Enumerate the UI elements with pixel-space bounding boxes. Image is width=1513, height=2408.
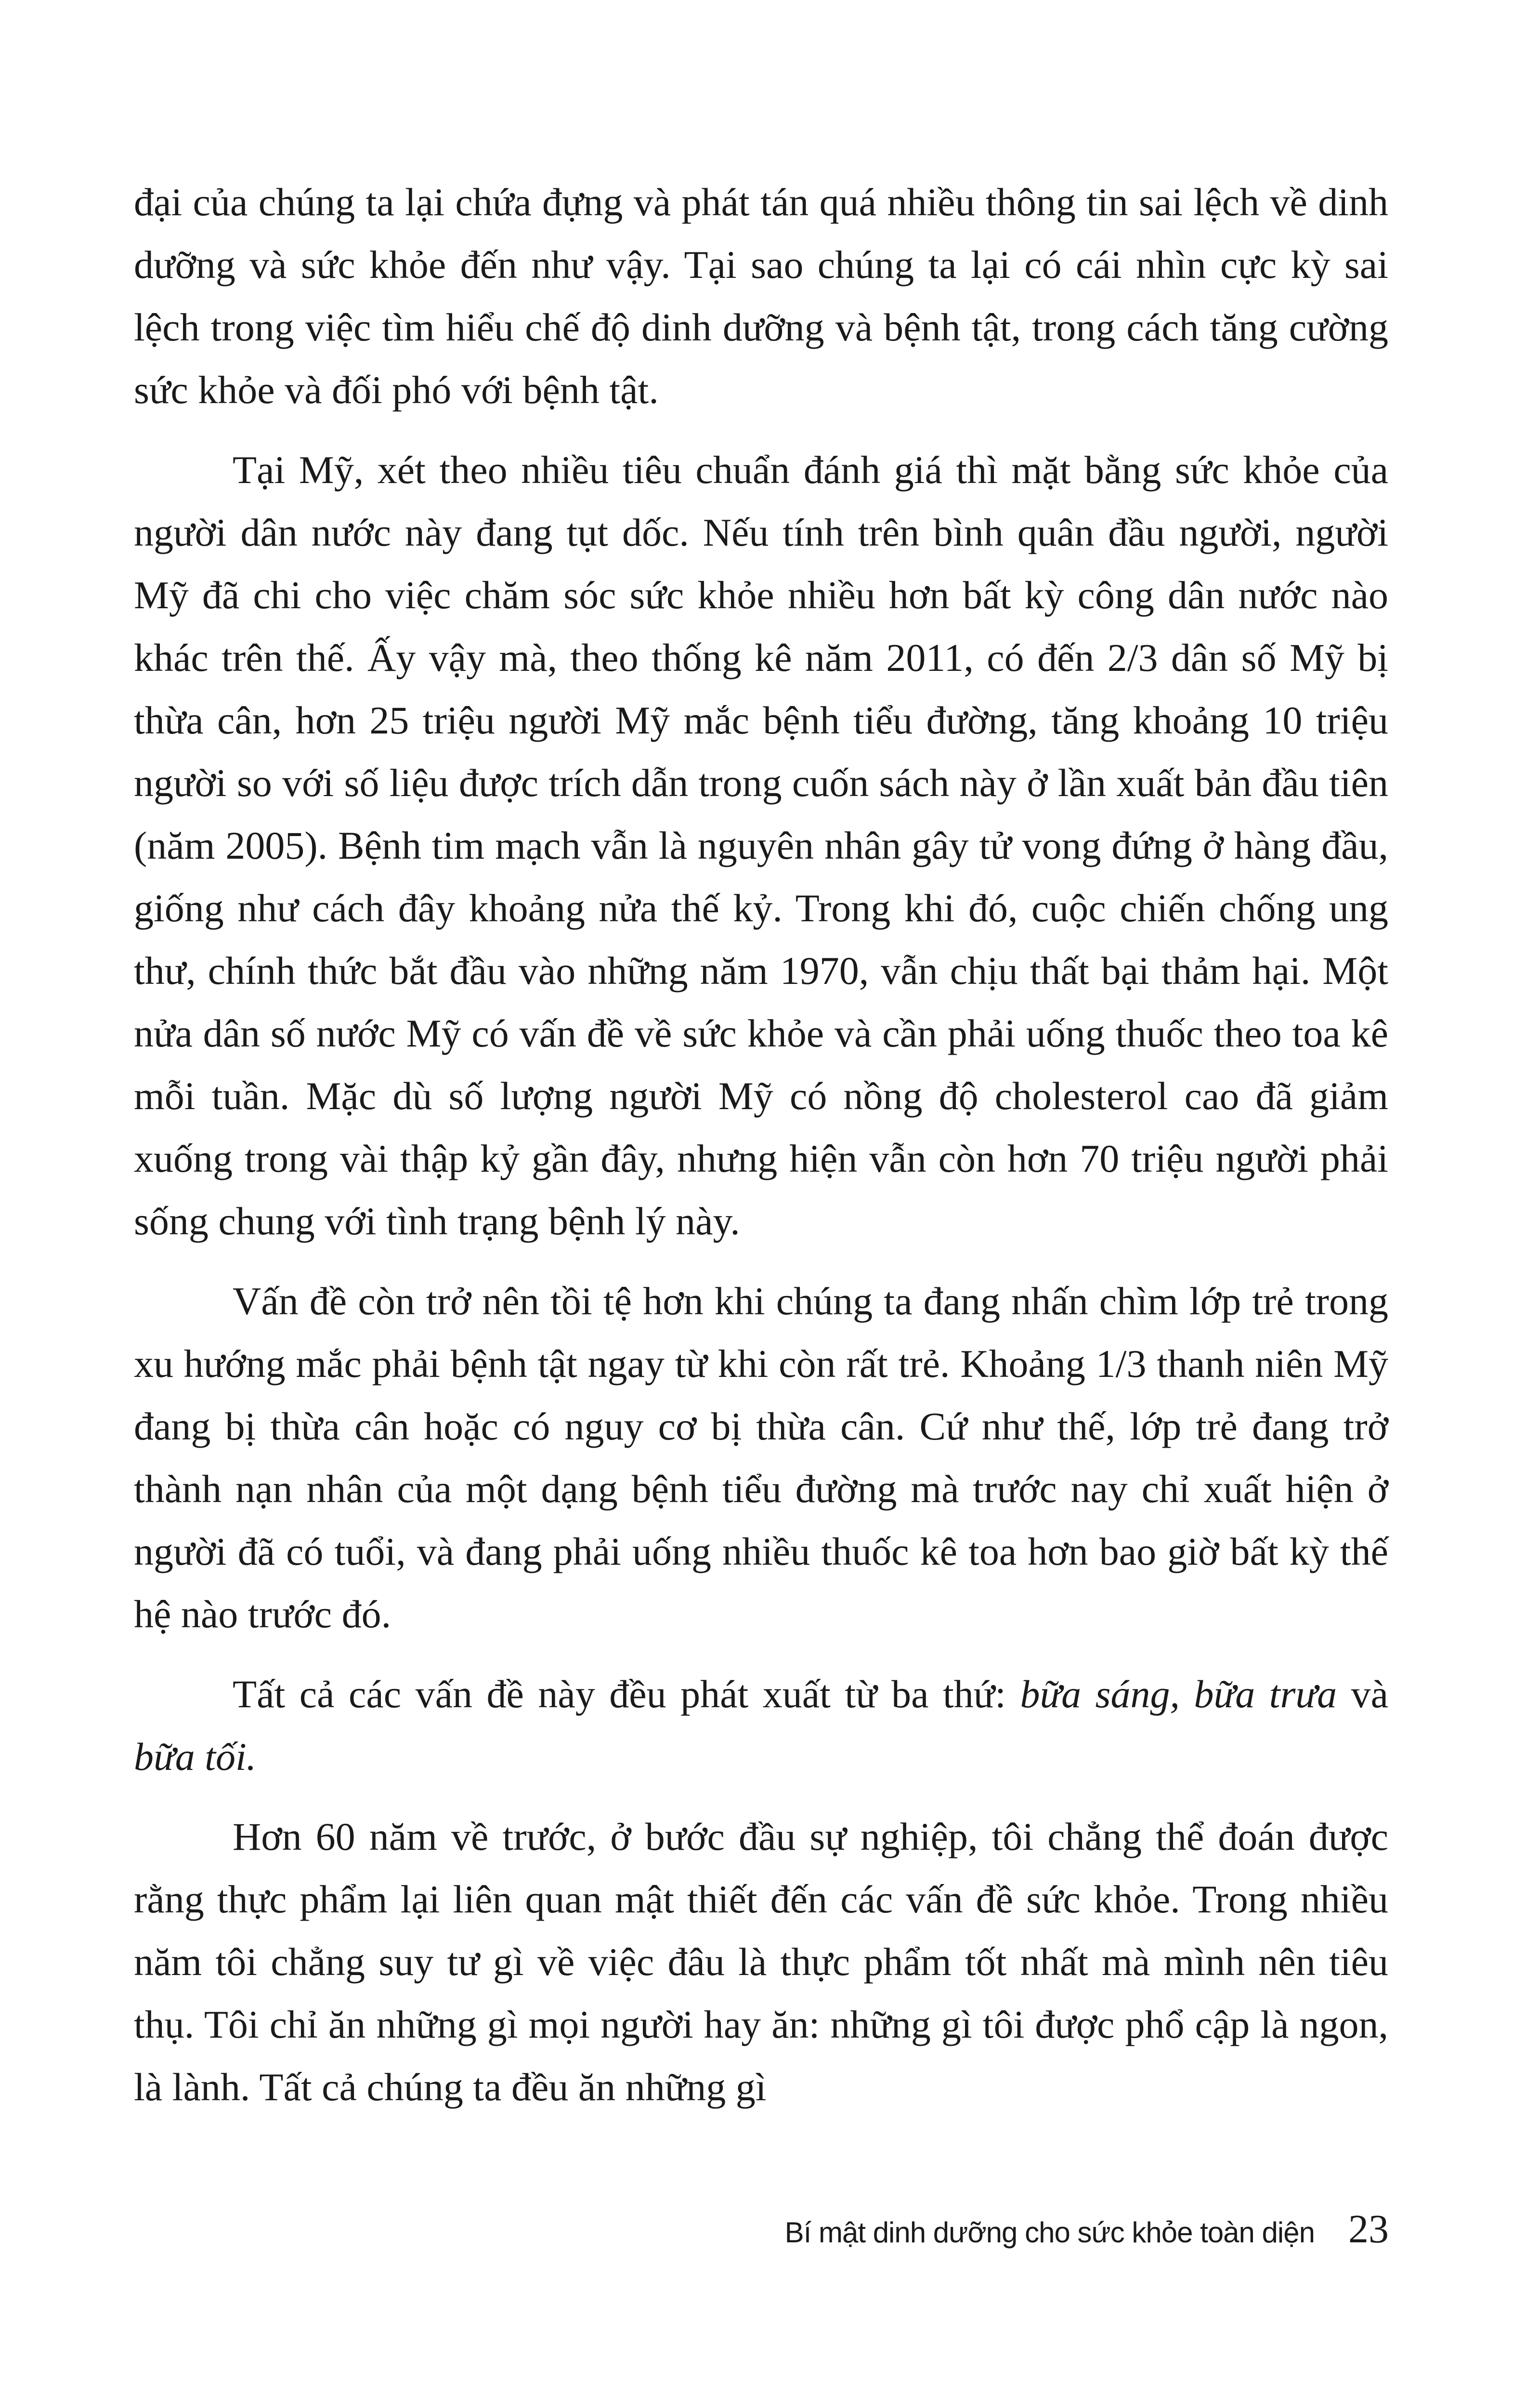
paragraph-2 bbox=[134, 439, 1388, 1253]
page-number: 23 bbox=[1348, 2207, 1389, 2251]
paragraph-2-text: Tại Mỹ, xét theo nhiều tiêu chuẩn đánh giá thì mặt bằng sức khỏe của người dân nước này đang tụt dốc. Nếu tính trên bình quân đầu người, người Mỹ đã chi cho việc chăm sóc sức khỏe nhiều hơn bất kỳ công dân nước nào khác trên thế. Ấy vậy mà, theo thống kê năm 2011, có đến 2/3 dân số Mỹ bị thừa cân, hơn 25 triệu người Mỹ mắc bệnh tiểu đường, tăng khoảng 10 triệu người so với số liệu được trích dẫn trong cuốn sách này ở lần xuất bản đầu tiên (năm 2005). Bệnh tim mạch vẫn là nguyên nhân gây tử vong đứng ở hàng đầu, giống như cách đây khoảng nửa thế kỷ. Trong khi đó, cuộc chiến chống ung thư, chính thức bắt đầu vào những năm 1970, vẫn chịu thất bại thảm hại. Một nửa dân số nước Mỹ có vấn đề về sức khỏe và cần phải uống thuốc theo toa kê mỗi tuần. Mặc dù số lượng người Mỹ có nồng độ cholesterol cao đã giảm xuống trong vài thập kỷ gần đây, nhưng hiện vẫn còn hơn 70 triệu người phải sống chung với tình trạng bệnh lý này. bbox=[134, 448, 1388, 1243]
paragraph-4-conjunction: và bbox=[1337, 1672, 1388, 1716]
paragraph-3-text: Vấn đề còn trở nên tồi tệ hơn khi chúng ta đang nhấn chìm lớp trẻ trong xu hướng mắc phải bệnh tật ngay từ khi còn rất trẻ. Khoảng 1/3 thanh niên Mỹ đang bị thừa cân hoặc có nguy cơ bị thừa cân. Cứ như thế, lớp trẻ đang trở thành nạn nhân của một dạng bệnh tiểu đường mà trước nay chỉ xuất hiện ở người đã có tuổi, và đang phải uống nhiều thuốc kê toa hơn bao giờ bất kỳ thế hệ nào trước đó. bbox=[134, 1279, 1388, 1636]
paragraph-4 bbox=[134, 1663, 1388, 1788]
paragraph-5-text: Hơn 60 năm về trước, ở bước đầu sự nghiệp, tôi chẳng thể đoán được rằng thực phẩm lại liên quan mật thiết đến các vấn đề sức khỏe. Trong nhiều năm tôi chẳng suy tư gì về việc đâu là thực phẩm tốt nhất mà mình nên tiêu thụ. Tôi chỉ ăn những gì mọi người hay ăn: những gì tôi được phổ cập là ngon, là lành. Tất cả chúng ta đều ăn những gì bbox=[134, 1815, 1388, 2109]
body-text bbox=[134, 171, 1388, 2136]
page-footer bbox=[785, 2206, 1389, 2252]
paragraph-1 bbox=[134, 171, 1388, 421]
paragraph-3 bbox=[134, 1270, 1388, 1646]
running-title: Bí mật dinh dưỡng cho sức khỏe toàn diện bbox=[784, 2216, 1315, 2249]
paragraph-4-text: Tất cả các vấn đề này đều phát xuất từ ba thứ: bbox=[233, 1672, 1020, 1716]
paragraph-1-text: đại của chúng ta lại chứa đựng và phát tán quá nhiều thông tin sai lệch về dinh dưỡng và sức khỏe đến như vậy. Tại sao chúng ta lại có cái nhìn cực kỳ sai lệch trong việc tìm hiểu chế độ dinh dưỡng và bệnh tật, trong cách tăng cường sức khỏe và đối phó với bệnh tật. bbox=[134, 180, 1388, 412]
paragraph-4-italic-meals: bữa sáng, bữa trưa bbox=[1020, 1672, 1337, 1716]
paragraph-5 bbox=[134, 1806, 1388, 2119]
paragraph-4-italic-dinner: bữa tối. bbox=[134, 1735, 257, 1779]
